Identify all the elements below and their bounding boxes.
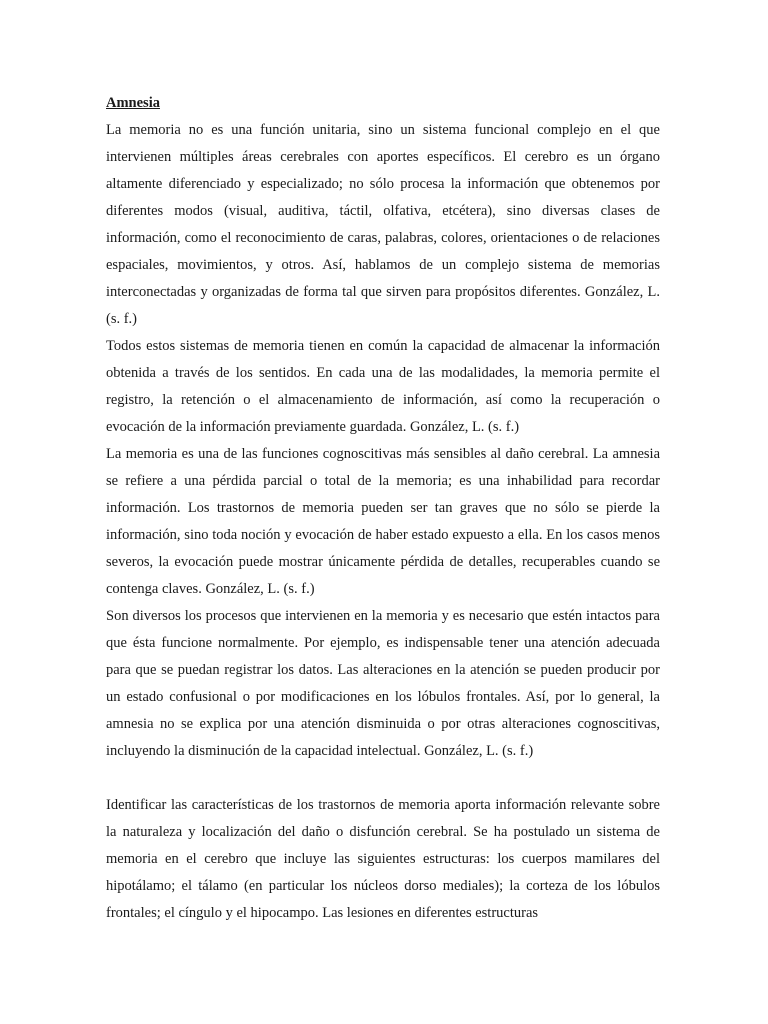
paragraph-storage: Todos estos sistemas de memoria tienen en común la capacidad de almacenar la información obtenida a través de los sentidos. En cada una de las modalidades, la memoria permite el registro, la retención o el almacenamiento de información, así como la recuperación o evocación de la información previamente guardada. González, L. (s. f.) — [106, 338, 660, 435]
paragraph-amnesia-definition: La memoria es una de las funciones cognoscitivas más sensibles al daño cerebral. La amnesia se refiere a una pérdida parcial o total de la memoria; es una inhabilidad para recordar información. Los trastornos de memoria pueden ser tan graves que no sólo se pierde la información, sino toda noción y evocación de haber estado expuesto a ella. En los casos menos severos, la evocación puede mostrar únicamente pérdida de detalles, recuperables cuando se contenga claves. González, L. (s. f.) — [106, 446, 660, 597]
paragraph-processes: Son diversos los procesos que intervienen en la memoria y es necesario que estén intactos para que ésta funcione normalmente. Por ejemplo, es indispensable tener una atención adecuada para que se puedan registrar los datos. Las alteraciones en la atención se pueden producir por un estado confusional o por modificaciones en los lóbulos frontales. Así, por lo general, la amnesia no se explica por una atención disminuida o por otras alteraciones cognoscitivas, incluyendo la disminución de la capacidad intelectual. González, L. (s. f.) — [106, 608, 660, 759]
document-page — [106, 90, 660, 927]
paragraph-characteristics: Identificar las características de los trastornos de memoria aporta información relevante sobre la naturaleza y localización del daño o disfunción cerebral. Se ha postulado un sistema de memoria en el cerebro que incluye las siguientes estructuras: los cuerpos mamilares del hipotálamo; el tálamo (en particular los núcleos dorso mediales); la corteza de los lóbulos frontales; el cíngulo y el hipocampo. Las lesiones en diferentes estructuras — [106, 797, 660, 921]
paragraph-memory-system: La memoria no es una función unitaria, sino un sistema funcional complejo en el que intervienen múltiples áreas cerebrales con aportes específicos. El cerebro es un órgano altamente diferenciado y especializado; no sólo procesa la información que obtenemos por diferentes modos (visual, auditiva, táctil, olfativa, etcétera), sino diversas clases de información, como el reconocimiento de caras, palabras, colores, orientaciones o de relaciones espaciales, movimientos, y otros. Así, hablamos de un complejo sistema de memorias interconectadas y organizadas de forma tal que sirven para propósitos diferentes. González, L. (s. f.) — [106, 122, 660, 327]
document-title: Amnesia — [106, 95, 160, 111]
